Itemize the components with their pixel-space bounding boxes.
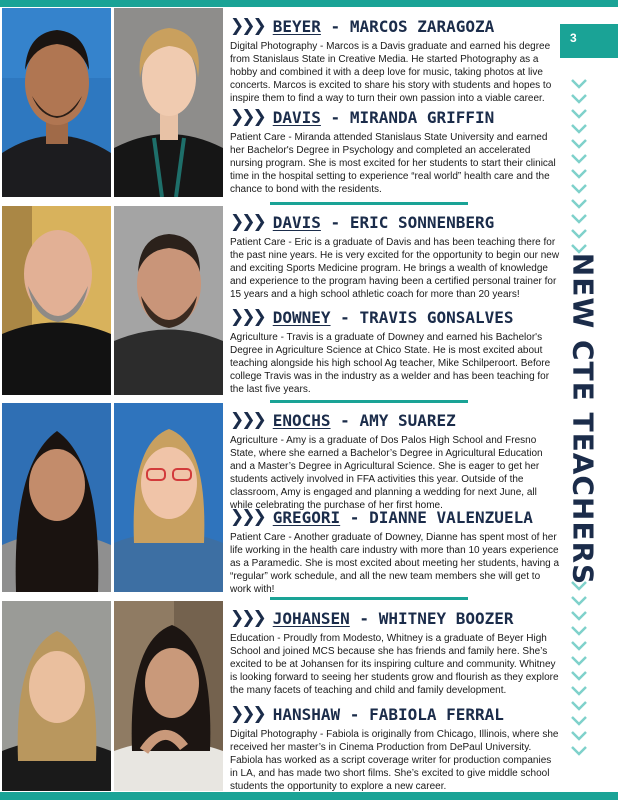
teacher-name: WHITNEY BOOZER	[378, 608, 514, 628]
name-separator: -	[330, 307, 360, 327]
arrows-icon: ❯❯❯	[230, 410, 264, 430]
vertical-section-title	[560, 252, 606, 586]
teacher-heading	[230, 607, 560, 629]
teacher-school: ENOCHS	[272, 410, 331, 430]
arrows-icon: ❯❯❯	[230, 704, 264, 724]
chevron-down-icon	[570, 700, 588, 713]
chevron-down-icon	[570, 640, 588, 653]
arrows-icon: ❯❯❯	[230, 16, 264, 36]
teacher-school: HANSHAW	[272, 704, 341, 724]
name-separator: -	[320, 212, 350, 232]
chevron-down-icon	[570, 625, 588, 638]
teacher-entry-davis-sonnenberg	[230, 211, 560, 301]
chevron-column-top	[570, 78, 592, 260]
chevron-down-icon	[570, 93, 588, 106]
teacher-heading	[230, 211, 560, 233]
teacher-bio: Digital Photography - Fabiola is originally from Chicago, Illinois, where she received her master’s in Cinema Production from DePaul University. Fabiola has worked as a script coverage writer for production companies in LA, and has made two short films. She’s excited to give middle school students the opportunity to explore a new career.	[230, 729, 559, 792]
teacher-school: JOHANSEN	[272, 608, 350, 628]
section-divider-2	[270, 400, 468, 403]
photo-fabiola-ferral	[114, 601, 223, 791]
teacher-bio: Agriculture - Amy is a graduate of Dos Palos High School and Fresno State, where she earned a Bachelor’s Degree in Agricultural Education and a Master’s Degree in Agricultural Science. She is eager to get her students actively involved in FFA activities this year. Outside of the classroom, Amy is engaged and planning a wedding for next June, all while celebrating the purchase of her first home.	[230, 435, 543, 511]
page-number: 3	[570, 31, 577, 45]
chevron-down-icon	[570, 108, 588, 121]
teacher-bio: Agriculture - Travis is a graduate of Downey and earned his Bachelor's Degree in Agriculture Science at Chico State. He is most excited about teaching alongside his high school Ag teacher, Mike Schilperoort. Before college Travis was in the industry as a welder and has been teaching for the last five years.	[230, 332, 551, 395]
name-separator: -	[320, 16, 350, 36]
teacher-school: DAVIS	[272, 107, 321, 127]
chevron-down-icon	[570, 123, 588, 136]
chevron-down-icon	[570, 138, 588, 151]
page-number-badge	[560, 24, 618, 58]
photo-travis-gonsalves	[114, 206, 223, 395]
teacher-entry-enochs	[230, 409, 560, 512]
name-separator: -	[340, 704, 370, 724]
section-title-text: NEW CTE TEACHERS	[566, 252, 600, 586]
chevron-down-icon	[570, 153, 588, 166]
chevron-down-icon	[570, 183, 588, 196]
teacher-entry-beyer	[230, 15, 560, 105]
photo-marcos-zaragoza	[2, 8, 111, 197]
photo-miranda-griffin	[114, 8, 223, 197]
chevron-column-bottom	[570, 580, 592, 765]
section-divider-3	[270, 597, 468, 600]
teacher-name: ERIC SONNENBERG	[349, 212, 495, 232]
name-separator: -	[320, 107, 350, 127]
top-accent-bar	[0, 0, 618, 7]
photo-amy-suarez	[2, 403, 111, 592]
section-divider-1	[270, 202, 468, 205]
teacher-name: TRAVIS GONSALVES	[359, 307, 514, 327]
teacher-heading	[230, 15, 560, 37]
chevron-down-icon	[570, 730, 588, 743]
name-separator: -	[349, 608, 379, 628]
chevron-down-icon	[570, 685, 588, 698]
photo-eric-sonnenberg	[2, 206, 111, 395]
teacher-name: DIANNE VALENZUELA	[369, 507, 533, 527]
chevron-down-icon	[570, 745, 588, 758]
chevron-down-icon	[570, 655, 588, 668]
teacher-heading	[230, 703, 560, 725]
teacher-bio: Patient Care - Eric is a graduate of Davis and has been teaching there for the past nine years. He is very excited for the opportunity to begin our new and exciting Sports Medicine program. He brings a wealth of knowledge and experience to the program having been a certified personal trainer for 15 years and a high school athletic coach for more than 20 years!	[230, 237, 560, 300]
teacher-entry-downey	[230, 306, 560, 396]
chevron-down-icon	[570, 78, 588, 91]
teacher-heading	[230, 506, 560, 528]
teacher-entry-johansen	[230, 607, 560, 697]
teacher-school: DAVIS	[272, 212, 321, 232]
name-separator: -	[340, 507, 370, 527]
chevron-down-icon	[570, 670, 588, 683]
arrows-icon: ❯❯❯	[230, 307, 264, 327]
teacher-heading	[230, 409, 560, 431]
name-separator: -	[330, 410, 360, 430]
teacher-bio: Patient Care - Miranda attended Stanislaus State University and earned her Bachelor's Degree in Psychology and completed an accelerated nursing program. She is most excited for her students to start their clinical time in the hospital setting to experience “real world” health care and the chance to bond with the residents.	[230, 132, 556, 195]
teacher-name: MARCOS ZARAGOZA	[349, 16, 495, 36]
bottom-accent-bar	[0, 792, 618, 800]
teacher-school: DOWNEY	[272, 307, 331, 327]
chevron-down-icon	[570, 610, 588, 623]
teacher-entry-davis-griffin	[230, 106, 560, 196]
teacher-bio: Digital Photography - Marcos is a Davis graduate and earned his degree from Stanislaus State in Creative Media. He started Photography as a hobby and combined it with a deep love for music, taking photos at live concerts. Marcos is excited to share his story with students and hopes to inspire them to find a way to turn their own passion into a viable career.	[230, 41, 552, 104]
arrows-icon: ❯❯❯	[230, 212, 264, 232]
teacher-bio: Education - Proudly from Modesto, Whitney is a graduate of Beyer High School and joined MCS because she has friends and family here. She’s excited to be at Johansen for its inspiring culture and community. Whitney is looking forward to seeing her students grow and flourish as they explore the many facets of teaching and child and family development.	[230, 633, 559, 696]
chevron-down-icon	[570, 168, 588, 181]
arrows-icon: ❯❯❯	[230, 107, 264, 127]
teacher-heading	[230, 106, 560, 128]
photo-dianne-valenzuela	[114, 403, 223, 592]
teacher-name: MIRANDA GRIFFIN	[349, 107, 495, 127]
teacher-entry-hanshaw	[230, 703, 560, 793]
chevron-down-icon	[570, 715, 588, 728]
teacher-name: AMY SUAREZ	[359, 410, 456, 430]
chevron-down-icon	[570, 228, 588, 241]
arrows-icon: ❯❯❯	[230, 608, 264, 628]
teacher-heading	[230, 306, 560, 328]
photo-whitney-boozer	[2, 601, 111, 791]
arrows-icon: ❯❯❯	[230, 507, 264, 527]
chevron-down-icon	[570, 213, 588, 226]
teacher-name: FABIOLA FERRAL	[369, 704, 504, 724]
teacher-bio: Patient Care - Another graduate of Downey, Dianne has spent most of her life working in the health care industry with more than 10 years experience as a Paramedic. She is most excited about meeting her students, having a “regular” work schedule, and all the new team members she will get to work with!	[230, 532, 560, 595]
chevron-down-icon	[570, 595, 588, 608]
teacher-entry-gregori	[230, 506, 560, 596]
teacher-school: GREGORI	[272, 507, 341, 527]
teacher-school: BEYER	[272, 16, 321, 36]
chevron-down-icon	[570, 198, 588, 211]
